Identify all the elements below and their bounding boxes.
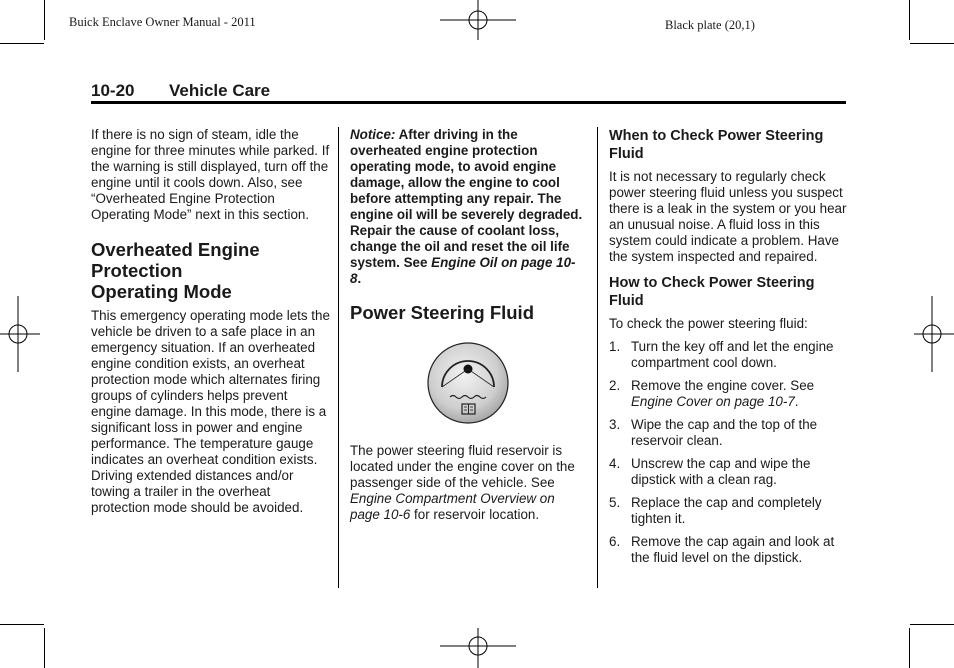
step-number: 3. bbox=[609, 417, 621, 432]
list-item bbox=[609, 534, 849, 566]
column-divider bbox=[338, 127, 339, 588]
step-number: 2. bbox=[609, 378, 621, 393]
plate-label: Black plate (20,1) bbox=[665, 18, 755, 32]
notice-end: . bbox=[357, 271, 362, 286]
list-item bbox=[609, 417, 849, 449]
crop-mark bbox=[909, 0, 910, 40]
body-text: The power steering fluid reservoir is located under the engine cover on the passenger side of the vehicle. See bbox=[350, 443, 575, 490]
notice-text: After driving in the overheated engine protection operating mode, to avoid engine damage, allow the engine to cool before attempting any repair. The engine oil will be severely degraded. Repair the cause of coolant loss, change the oil and reset the oil life system. See bbox=[350, 127, 583, 270]
column-divider bbox=[597, 127, 598, 588]
cross-reference: Engine Cover on page 10-7 bbox=[631, 394, 795, 409]
body-paragraph: This emergency operating mode lets the vehicle be driven to a safe place in an emergency situation. If an overheated engine condition exists, an overheat protection mode which alternates firing groups of cylinders helps prevent engine damage. In this mode, there is a significant loss in power and engine performance. The temperature gauge indicates an overheat condition exists. Driving extended distances and/or towing a trailer in the overheat protection mode should be avoided. bbox=[91, 308, 330, 515]
heading-line: Protection bbox=[91, 260, 183, 281]
crop-mark bbox=[909, 628, 910, 668]
column-2 bbox=[350, 127, 586, 523]
list-item bbox=[609, 495, 849, 527]
cross-reference: Engine Oil on page 10-8 bbox=[350, 255, 576, 286]
subsection-heading: When to Check Power Steering Fluid bbox=[609, 128, 824, 162]
step-text: Wipe the cap and the top of the reservoir clean. bbox=[631, 417, 818, 448]
body-paragraph: It is not necessary to regularly check power steering fluid unless you suspect there is a leak in the system or you hear an unusual noise. A fluid loss in this system could indicate a problem. Have the system inspected and repaired. bbox=[609, 169, 847, 264]
section-title: Vehicle Care bbox=[169, 81, 271, 100]
list-item bbox=[609, 339, 849, 371]
step-end: . bbox=[794, 394, 799, 409]
step-text: Turn the key off and let the engine compartment cool down. bbox=[631, 339, 834, 370]
step-text: Replace the cap and completely tighten it. bbox=[631, 495, 822, 526]
step-number: 5. bbox=[609, 495, 621, 510]
heading-line: Operating Mode bbox=[91, 281, 232, 302]
list-item bbox=[609, 378, 849, 410]
body-paragraph: If there is no sign of steam, idle the engine for three minutes while parked. If the warning is still displayed, turn off the engine until it cools down. Also, see “Overheated Engine Protection Operating Mode” next in this section. bbox=[91, 127, 330, 222]
crop-mark bbox=[910, 624, 954, 625]
body-paragraph bbox=[350, 443, 586, 523]
crop-mark bbox=[0, 43, 44, 44]
registration-mark-bottom bbox=[440, 628, 516, 668]
registration-mark-left bbox=[0, 296, 40, 372]
subsection-heading: How to Check Power Steering Fluid bbox=[609, 275, 815, 309]
body-paragraph: To check the power steering fluid: bbox=[609, 316, 808, 331]
notice-paragraph bbox=[350, 127, 586, 287]
step-number: 4. bbox=[609, 456, 621, 471]
registration-mark-top bbox=[440, 0, 516, 40]
power-steering-reservoir-cap-icon bbox=[426, 341, 510, 425]
cross-reference: Engine Compartment Overview on page 10-6 bbox=[350, 491, 555, 522]
notice-label: Notice: bbox=[350, 127, 396, 142]
crop-mark bbox=[44, 0, 45, 40]
crop-mark bbox=[44, 628, 45, 668]
body-text: for reservoir location. bbox=[414, 507, 540, 522]
step-number: 6. bbox=[609, 534, 621, 549]
header-rule bbox=[91, 101, 846, 104]
step-number: 1. bbox=[609, 339, 621, 354]
heading-line: Overheated Engine bbox=[91, 239, 260, 260]
manual-title: Buick Enclave Owner Manual - 2011 bbox=[69, 15, 256, 29]
step-text: Remove the engine cover. See bbox=[631, 378, 815, 393]
column-3 bbox=[609, 127, 849, 566]
column-1 bbox=[91, 127, 331, 516]
steps-list bbox=[609, 339, 849, 566]
section-heading bbox=[91, 239, 331, 302]
page-number: 10-20 bbox=[91, 81, 135, 100]
section-heading: Power Steering Fluid bbox=[350, 302, 534, 323]
crop-mark bbox=[0, 624, 44, 625]
list-item bbox=[609, 456, 849, 488]
registration-mark-right bbox=[914, 296, 954, 372]
step-text: Remove the cap again and look at the fluid level on the dipstick. bbox=[631, 534, 835, 565]
crop-mark bbox=[910, 43, 954, 44]
step-text: Unscrew the cap and wipe the dipstick with a clean rag. bbox=[631, 456, 811, 487]
